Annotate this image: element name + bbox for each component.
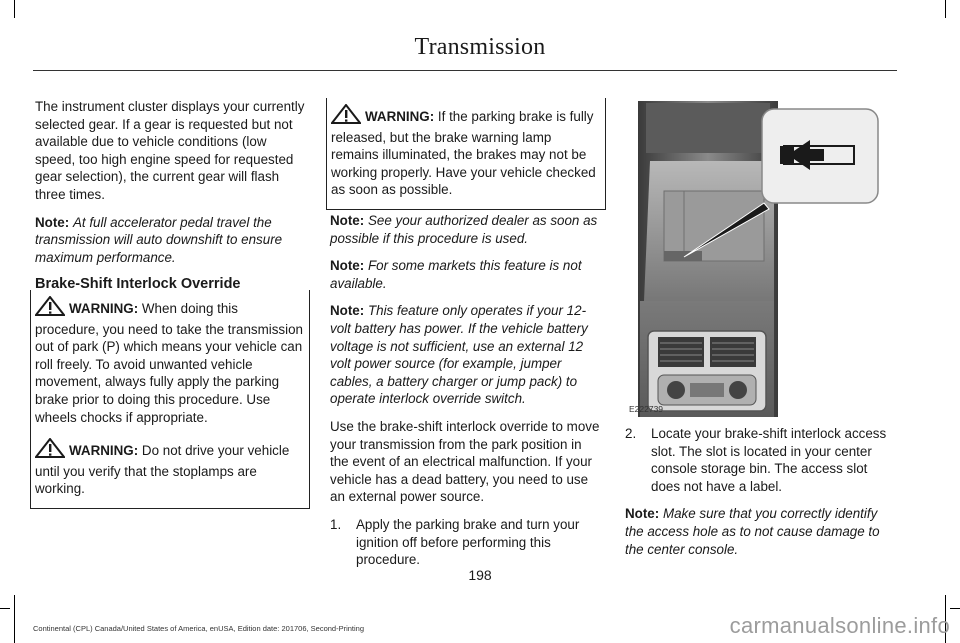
edition-footer: Continental (CPL) Canada/United States of America, enUSA, Edition date: 201706, Second-Printing [33, 624, 365, 633]
crop-mark-bottom-right-h [950, 608, 960, 609]
watermark: carmanualsonline.info [729, 613, 950, 638]
list-number: 2. [625, 426, 637, 441]
column-2 [330, 212, 602, 579]
warning-label: WARNING: [365, 109, 435, 124]
note-text: For some markets this feature is not available. [330, 258, 582, 291]
crop-mark-bottom-left [14, 595, 15, 643]
figure-code: E222739 [629, 404, 664, 414]
list-item [330, 516, 602, 569]
note-text: See your authorized dealer as soon as possible if this procedure is used. [330, 213, 598, 246]
warning-text: Do not drive your vehicle until you verify that the stoplamps are working. [35, 443, 290, 497]
crop-mark-bottom-left-h [0, 608, 10, 609]
warning-text: If the parking brake is fully released, but the brake warning lamp remains illuminated, the brakes may not be working properly. Have your vehicle checked as soon as possible. [331, 109, 596, 198]
note-label: Note: [330, 213, 365, 228]
crop-mark-top-right [945, 0, 946, 18]
note-label: Note: [330, 258, 365, 274]
note-text: At full accelerator pedal travel the transmission will auto downshift to ensure maximum performance. [35, 214, 283, 265]
warning-box-2 [326, 98, 606, 210]
column-3 [625, 425, 897, 568]
note-label: Note: [625, 506, 660, 522]
column-1 [35, 98, 307, 315]
warning-triangle-icon [35, 296, 65, 321]
warning-box-1 [30, 290, 310, 509]
note [35, 214, 307, 267]
note-text: Make sure that you correctly identify the access hole as to not cause damage to the center console. [625, 506, 880, 557]
section-heading: Brake-Shift Interlock Override [35, 276, 241, 293]
note [330, 257, 602, 292]
page-title: Transmission [414, 34, 546, 60]
note [625, 505, 897, 558]
warning-triangle-icon [35, 438, 65, 463]
note [330, 212, 602, 247]
paragraph: The instrument cluster displays your currently selected gear. If a gear is requested but not available due to vehicle conditions (low speed, too high engine speed for requested gear selection), the current gear will flash three times. [35, 99, 305, 202]
list-text: Apply the parking brake and turn your ignition off before performing this procedure. [356, 516, 580, 568]
note-label: Note: [330, 303, 365, 319]
note [330, 302, 602, 408]
list-text: Locate your brake-shift interlock access slot. The slot is located in your center console storage bin. The access slot does not have a label. [651, 426, 887, 494]
note-text: This feature only operates if your 12-volt battery has power. If the vehicle battery voltage is not sufficient, use an external 12 volt power source (for example, jumper cables, a battery charger or jump pack) to operate interlock override switch. [330, 303, 588, 407]
arrow-left-icon [770, 136, 860, 181]
header-rule [33, 70, 897, 71]
paragraph: Use the brake-shift interlock override to move your transmission from the park position in the event of an electrical malfunction. If your vehicle has a dead battery, you need to use an external power source. [330, 418, 600, 505]
warning-label: WARNING: [69, 443, 139, 459]
warning-text: When doing this procedure, you need to take the transmission out of park (P) which means your vehicle can roll freely. To avoid unwanted vehicle movement, always fully apply the parking brake prior to doing this procedure. Use wheels chocks if appropriate. [35, 301, 303, 425]
list-item [625, 425, 897, 495]
warning-label: WARNING: [69, 301, 139, 316]
crop-mark-top-left [14, 0, 15, 18]
warning-triangle-icon [331, 104, 361, 129]
list-number: 1. [330, 516, 342, 532]
page-number: 198 [468, 567, 492, 583]
note-label: Note: [35, 214, 70, 230]
